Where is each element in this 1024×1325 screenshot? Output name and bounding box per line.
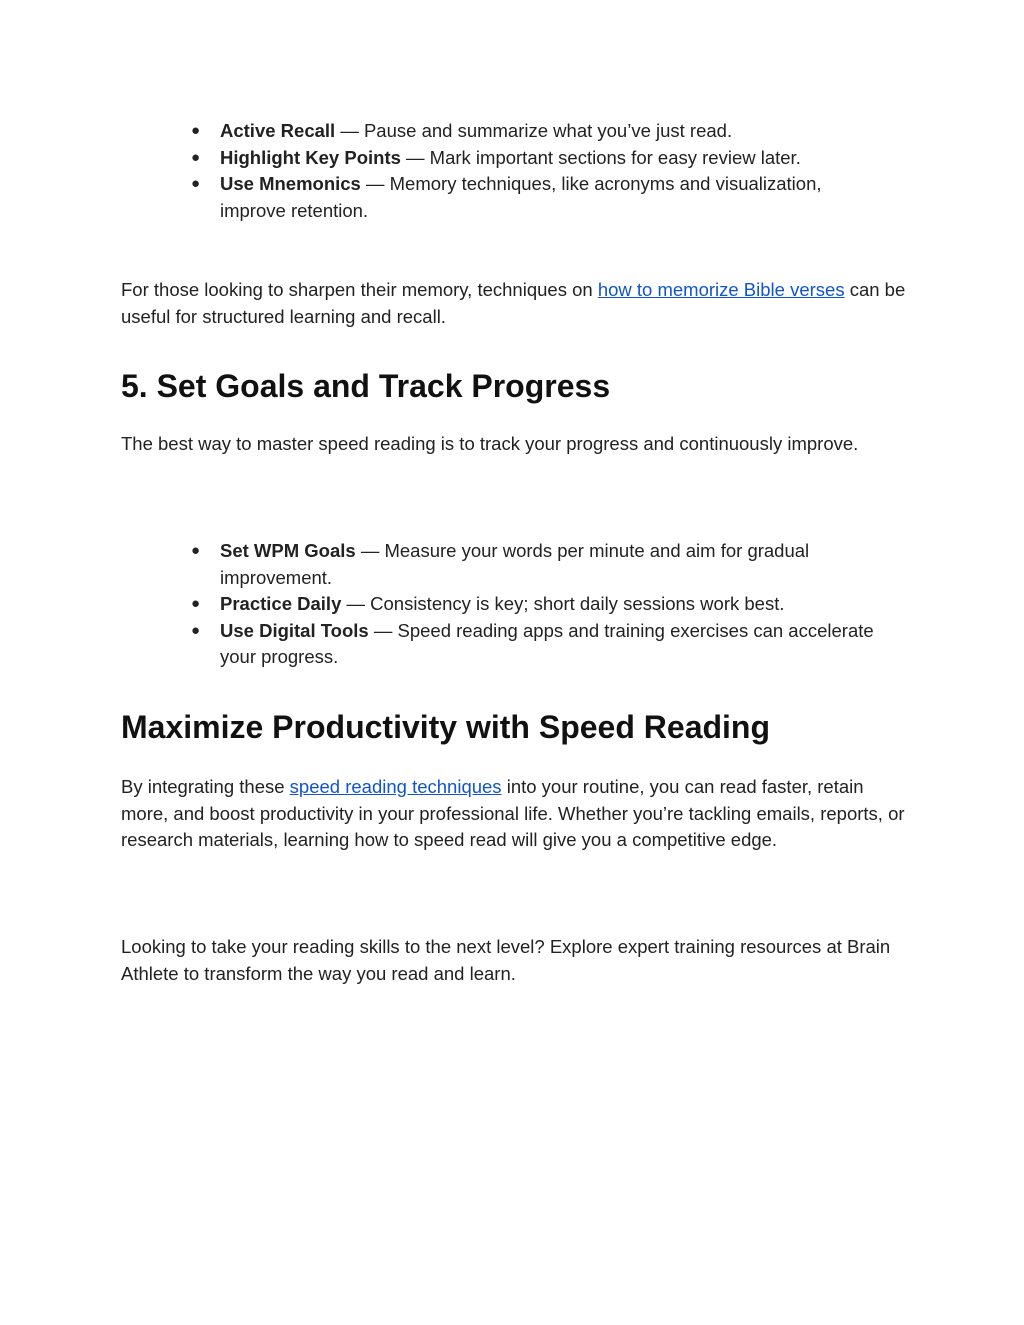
list-item-term: Highlight Key Points: [220, 146, 401, 168]
list-item-text: — Memory techniques, like acronyms and visualization, improve retention.: [220, 173, 822, 221]
memory-paragraph: [121, 277, 911, 330]
list-item: [191, 618, 891, 671]
list-item-text: — Speed reading apps and training exercises can accelerate your progress.: [220, 619, 874, 667]
list-item-term: Use Mnemonics: [220, 173, 361, 194]
list-item: [191, 538, 891, 591]
list-item-text: — Mark important sections for easy review later.: [400, 146, 801, 168]
goals-intro-paragraph: The best way to master speed reading is to track your progress and continuously improve.: [121, 433, 859, 454]
paragraph-text: For those looking to sharpen their memory, techniques on: [121, 279, 598, 300]
paragraph-text: By integrating these: [121, 776, 290, 797]
bullet-icon: ●: [191, 542, 201, 559]
list-item-text: — Pause and summarize what you’ve just read.: [335, 120, 733, 141]
paragraph-text: into your routine, you can read faster, retain more, and boost productivity in your professional life. Whether you’re tackling emails, reports, or research materials, learning how to speed read will give you a competitive edge.: [121, 776, 905, 850]
list-item: [191, 118, 891, 145]
maximize-paragraph: [121, 774, 911, 854]
bullet-icon: ●: [191, 122, 201, 139]
list-item: [191, 171, 891, 224]
section-heading-goals: 5. Set Goals and Track Progress: [121, 368, 611, 404]
paragraph-text: can be useful for structured learning and recall.: [121, 279, 906, 327]
memory-tips-list: [191, 118, 891, 224]
list-item-term: Set WPM Goals: [220, 540, 356, 561]
speed-reading-techniques-link[interactable]: speed reading techniques: [289, 776, 502, 797]
goals-tips-list: [191, 538, 891, 671]
bullet-icon: ●: [191, 175, 201, 192]
section-heading-maximize: Maximize Productivity with Speed Reading: [121, 709, 771, 745]
list-item-term: Practice Daily: [220, 593, 342, 614]
list-item: [191, 591, 891, 618]
bullet-icon: ●: [191, 595, 201, 612]
list-item-text: — Consistency is key; short daily sessions work best.: [341, 593, 785, 614]
bullet-icon: ●: [191, 148, 201, 166]
list-item-term: Active Recall: [220, 120, 336, 141]
memorize-bible-verses-link[interactable]: how to memorize Bible verses: [597, 279, 845, 300]
bullet-icon: ●: [191, 621, 201, 639]
list-item: [191, 145, 891, 172]
list-item-text: — Measure your words per minute and aim for gradual improvement.: [220, 540, 810, 588]
closing-paragraph: Looking to take your reading skills to the next level? Explore expert training resources at Brain Athlete to transform the way you read and learn.: [121, 936, 891, 984]
list-item-term: Use Digital Tools: [220, 619, 369, 641]
